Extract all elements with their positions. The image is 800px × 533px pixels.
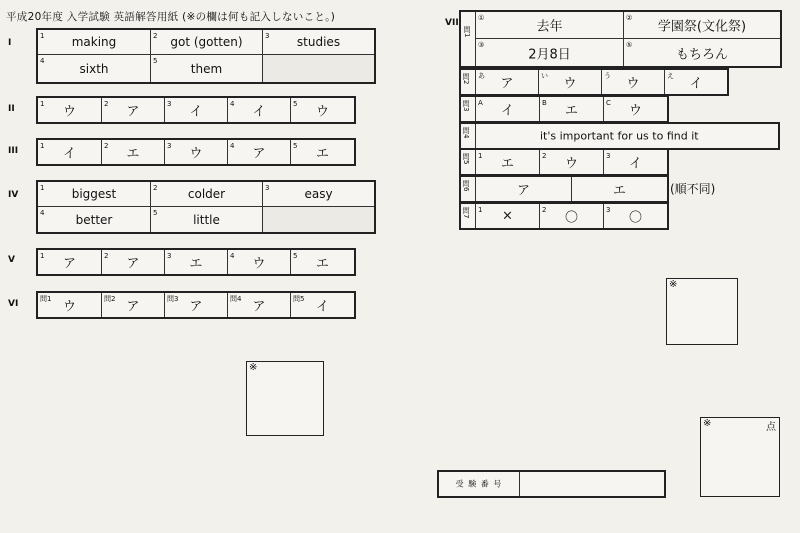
question-label: 問2 xyxy=(462,73,470,85)
question-number: 2 xyxy=(104,252,109,260)
answer-text: イ xyxy=(189,104,203,120)
answer-cell[interactable] xyxy=(38,182,150,206)
answer-cell[interactable] xyxy=(601,70,664,94)
answer-text: better xyxy=(75,212,113,227)
answer-cell[interactable] xyxy=(164,293,227,317)
answer-cell[interactable] xyxy=(101,140,164,164)
answer-text: エ xyxy=(315,256,329,272)
question-label-cell xyxy=(461,124,475,148)
answer-text: ウ xyxy=(315,104,329,120)
answer-text: easy xyxy=(304,187,333,201)
answer-cell[interactable] xyxy=(150,30,262,54)
answer-text: イ xyxy=(500,103,514,119)
question-label: 問7 xyxy=(462,207,470,219)
question-number: ② xyxy=(626,14,633,22)
question-number: 問3 xyxy=(167,295,179,303)
question-number: 2 xyxy=(104,100,109,108)
question-number: C xyxy=(606,99,611,107)
answer-cell[interactable] xyxy=(38,140,101,164)
answer-cell[interactable] xyxy=(539,204,603,228)
answer-cell[interactable] xyxy=(539,150,603,174)
answer-cell[interactable] xyxy=(623,39,780,66)
answer-cell[interactable] xyxy=(38,207,150,232)
answer-text: 去年 xyxy=(536,19,563,35)
answer-cell[interactable] xyxy=(290,98,354,122)
answer-text: エ xyxy=(564,103,578,119)
vii-q6-table xyxy=(459,175,669,203)
answer-text: ウ xyxy=(62,299,76,315)
answer-text: ウ xyxy=(252,256,266,272)
answer-cell[interactable] xyxy=(38,55,150,82)
question-label-cell xyxy=(461,97,475,121)
answer-text: biggest xyxy=(71,187,117,201)
answer-text: got (gotten) xyxy=(170,35,243,49)
answer-cell[interactable] xyxy=(227,98,290,122)
blank-cell xyxy=(262,55,374,82)
answer-cell[interactable] xyxy=(101,293,164,317)
answer-text: ウ xyxy=(628,103,642,119)
sheet-title: 平成20年度 入学試験 英語解答用紙 (※の欄は何も記入しないこと。) xyxy=(6,11,336,23)
section-vi-table xyxy=(36,291,356,319)
vii-q4-table xyxy=(459,122,780,150)
answer-cell[interactable] xyxy=(475,150,539,174)
question-number: 1 xyxy=(40,100,45,108)
question-number: 3 xyxy=(606,206,611,214)
answer-text: エ xyxy=(500,156,514,172)
question-number: 4 xyxy=(40,209,45,217)
question-label-cell xyxy=(461,12,475,66)
answer-text: イ xyxy=(62,146,76,162)
question-label: 問1 xyxy=(463,26,471,38)
exam-number-table xyxy=(437,470,666,498)
answer-text: sixth xyxy=(79,61,109,76)
answer-text: エ xyxy=(612,183,626,199)
score-mark: ※ xyxy=(669,279,678,290)
question-number: ① xyxy=(478,14,485,22)
question-number: 3 xyxy=(265,32,270,40)
answer-cell[interactable] xyxy=(290,140,354,164)
score-mark: ※ xyxy=(249,362,258,373)
question-number: う xyxy=(604,72,611,80)
answer-cell[interactable] xyxy=(101,250,164,274)
vii-q5-table xyxy=(459,148,669,176)
answer-cell[interactable] xyxy=(603,97,667,121)
answer-cell[interactable] xyxy=(38,250,101,274)
answer-cell[interactable] xyxy=(227,293,290,317)
answer-text: them xyxy=(190,61,223,76)
score-box xyxy=(246,361,324,436)
question-number: 3 xyxy=(265,184,270,192)
question-label-cell xyxy=(461,177,475,201)
question-number: 問2 xyxy=(104,295,116,303)
order-note: (順不同) xyxy=(670,182,716,196)
section-label-iii: III xyxy=(8,146,19,156)
section-iii-table xyxy=(36,138,356,166)
answer-cell[interactable] xyxy=(164,250,227,274)
question-number: 3 xyxy=(167,252,172,260)
answer-cell[interactable] xyxy=(38,98,101,122)
section-label-ii: II xyxy=(8,104,15,114)
answer-text: 学園祭(文化祭) xyxy=(657,19,747,35)
question-number: 1 xyxy=(40,32,45,40)
question-label: 問4 xyxy=(462,127,470,139)
answer-cell[interactable] xyxy=(262,30,374,54)
question-number: 3 xyxy=(167,142,172,150)
answer-cell[interactable] xyxy=(603,150,667,174)
section-i-table xyxy=(36,28,376,84)
question-label: 問6 xyxy=(462,180,470,192)
section-ii-table xyxy=(36,96,356,124)
answer-text: 2月8日 xyxy=(528,47,571,62)
section-label-vi: VI xyxy=(8,299,19,309)
answer-text: ウ xyxy=(626,76,640,92)
answer-text: it's important for us to find it xyxy=(540,129,699,143)
answer-cell[interactable] xyxy=(227,250,290,274)
question-number: A xyxy=(478,99,483,107)
answer-cell[interactable] xyxy=(571,177,667,201)
question-label-cell xyxy=(461,150,475,174)
answer-text: ウ xyxy=(189,146,203,162)
answer-text: エ xyxy=(126,146,140,162)
vii-q7-table xyxy=(459,202,669,230)
question-number: あ xyxy=(478,72,485,80)
answer-text: ウ xyxy=(564,156,578,172)
answer-text: ア xyxy=(252,299,266,315)
section-label-iv: IV xyxy=(8,190,19,200)
score-mark: ※ xyxy=(703,418,712,429)
exam-number-label-cell xyxy=(439,472,519,496)
answer-text: ア xyxy=(62,256,76,272)
answer-text: 〇 xyxy=(564,210,578,226)
answer-text: ウ xyxy=(62,104,76,120)
answer-cell[interactable] xyxy=(475,124,778,148)
answer-cell[interactable] xyxy=(603,204,667,228)
answer-text: ア xyxy=(126,256,140,272)
question-number: い xyxy=(541,72,548,80)
answer-text: studies xyxy=(296,35,341,49)
answer-cell[interactable] xyxy=(38,293,101,317)
answer-text: エ xyxy=(315,146,329,162)
answer-cell[interactable] xyxy=(539,97,603,121)
question-number: 1 xyxy=(40,252,45,260)
score-box xyxy=(666,278,738,345)
question-number: 1 xyxy=(478,206,483,214)
answer-cell[interactable] xyxy=(623,12,780,38)
answer-text: エ xyxy=(189,256,203,272)
answer-text: ア xyxy=(516,183,530,199)
question-number: 問1 xyxy=(40,295,52,303)
question-number: 5 xyxy=(293,252,298,260)
answer-cell[interactable] xyxy=(150,182,262,206)
answer-text: ア xyxy=(126,299,140,315)
question-number: 4 xyxy=(230,100,235,108)
answer-text: × xyxy=(502,208,513,224)
blank-cell xyxy=(262,207,374,232)
question-number: 5 xyxy=(153,209,158,217)
answer-cell[interactable] xyxy=(475,97,539,121)
question-label: 問5 xyxy=(462,153,470,165)
answer-cell[interactable] xyxy=(164,98,227,122)
question-number: 4 xyxy=(230,252,235,260)
section-label-i: I xyxy=(8,38,12,48)
question-number: 2 xyxy=(542,206,547,214)
answer-text: ア xyxy=(189,299,203,315)
question-label-cell xyxy=(461,70,475,94)
question-number: 1 xyxy=(40,142,45,150)
section-iv-table xyxy=(36,180,376,234)
vii-q1-table xyxy=(459,10,782,68)
answer-text: ア xyxy=(500,76,514,92)
question-number: え xyxy=(667,72,674,80)
question-number: B xyxy=(542,99,547,107)
question-number: 3 xyxy=(167,100,172,108)
total-score-box xyxy=(700,417,780,497)
question-label-cell xyxy=(461,204,475,228)
question-number: 問5 xyxy=(293,295,305,303)
answer-text: イ xyxy=(252,104,266,120)
answer-cell[interactable] xyxy=(101,98,164,122)
answer-text: イ xyxy=(689,76,703,92)
question-number: 4 xyxy=(230,142,235,150)
question-number: 2 xyxy=(104,142,109,150)
question-number: 1 xyxy=(40,184,45,192)
question-number: 5 xyxy=(293,142,298,150)
answer-text: 〇 xyxy=(628,210,642,226)
answer-cell[interactable] xyxy=(475,12,623,38)
answer-cell[interactable] xyxy=(475,70,538,94)
answer-text: イ xyxy=(628,156,642,172)
vii-q2-table xyxy=(459,68,729,96)
answer-cell[interactable] xyxy=(290,293,354,317)
vii-q3-table xyxy=(459,95,669,123)
answer-cell[interactable] xyxy=(538,70,601,94)
answer-cell[interactable] xyxy=(38,30,150,54)
section-label-v: V xyxy=(8,255,15,265)
question-number: ③ xyxy=(478,41,485,49)
answer-cell[interactable] xyxy=(664,70,727,94)
question-number: 5 xyxy=(293,100,298,108)
answer-text: ウ xyxy=(563,76,577,92)
answer-cell[interactable] xyxy=(150,55,262,82)
answer-cell[interactable] xyxy=(475,177,571,201)
answer-cell[interactable] xyxy=(164,140,227,164)
answer-cell[interactable] xyxy=(262,182,374,206)
question-number: 4 xyxy=(40,57,45,65)
answer-cell[interactable] xyxy=(475,204,539,228)
question-number: 3 xyxy=(606,152,611,160)
answer-text: ア xyxy=(252,146,266,162)
score-unit: 点 xyxy=(766,422,776,433)
exam-number-label: 受 験 番 号 xyxy=(455,479,503,489)
section-v-table xyxy=(36,248,356,276)
answer-text: ア xyxy=(126,104,140,120)
answer-cell[interactable] xyxy=(227,140,290,164)
exam-number-field[interactable] xyxy=(519,472,664,496)
answer-text: もちろん xyxy=(675,47,728,62)
section-label-vii: VII xyxy=(445,18,459,28)
answer-cell[interactable] xyxy=(475,39,623,66)
question-label: 問3 xyxy=(462,100,470,112)
answer-cell[interactable] xyxy=(150,207,262,232)
question-number: 2 xyxy=(153,184,158,192)
answer-text: colder xyxy=(187,187,226,201)
question-number: 問4 xyxy=(230,295,242,303)
answer-text: イ xyxy=(315,299,329,315)
question-number: ⑤ xyxy=(626,41,633,49)
answer-cell[interactable] xyxy=(290,250,354,274)
question-number: 1 xyxy=(478,152,483,160)
answer-text: little xyxy=(193,212,220,227)
question-number: 5 xyxy=(153,57,158,65)
question-number: 2 xyxy=(153,32,158,40)
question-number: 2 xyxy=(542,152,547,160)
answer-text: making xyxy=(71,35,117,49)
